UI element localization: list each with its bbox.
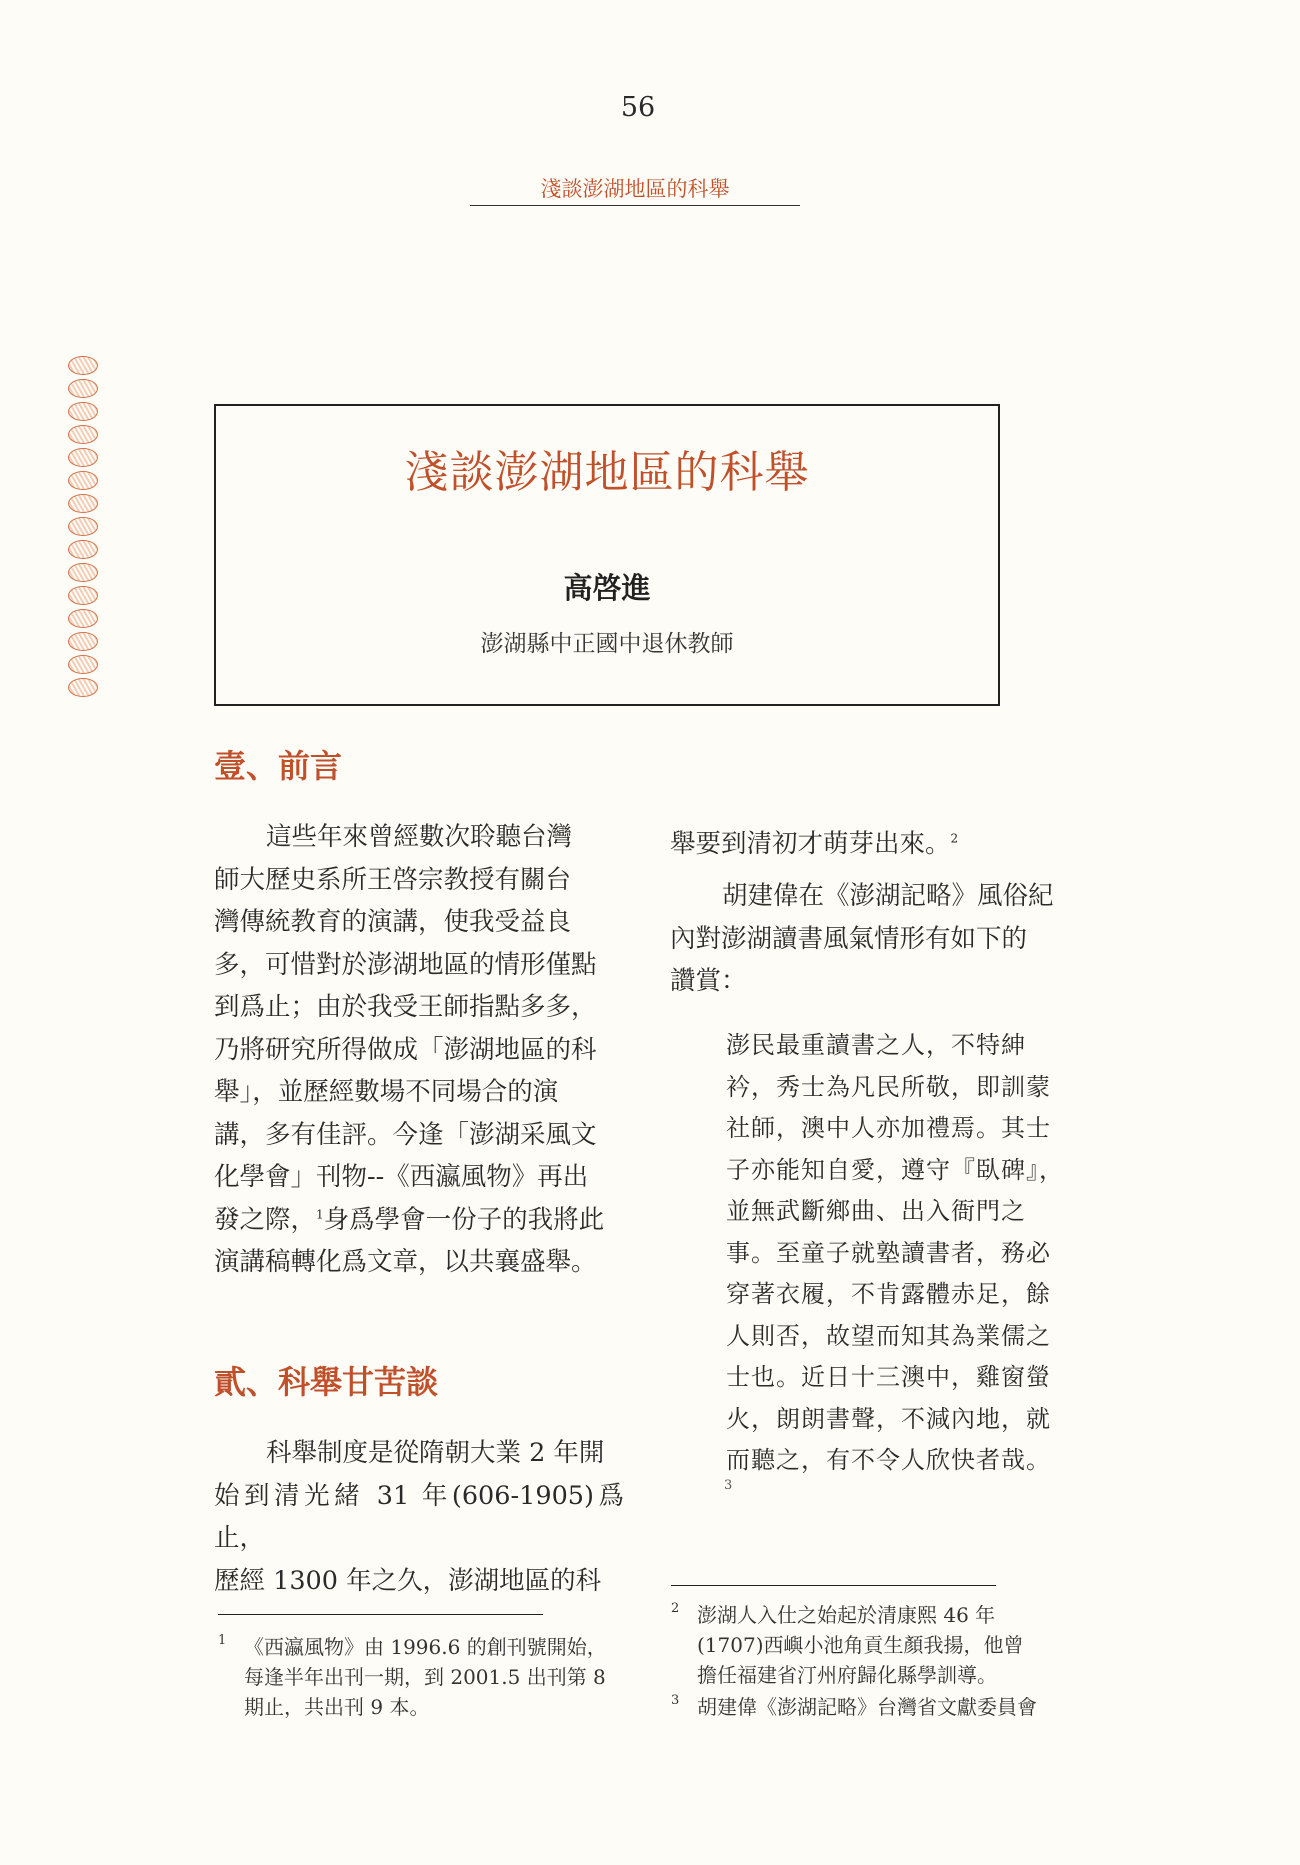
text-line: 灣傳統教育的演講，使我受益良 [214,907,572,937]
footnote-1 [218,1632,628,1722]
quote-line: 穿著衣履，不肯露體赤足，餘 [726,1280,1051,1308]
text-line [670,823,1080,866]
text-line [214,1199,624,1242]
footnote-text: (1707)西嶼小池角貢生顏我揚，他曾 [697,1633,1024,1657]
text-fragment: 發之際， [214,1204,317,1235]
text-line: 科舉制度是從隋朝大業 2 年開 [266,1438,605,1468]
footnote-ref-2: 2 [950,831,959,846]
footnote-3 [671,1692,1081,1722]
text-line: 讚賞： [670,966,747,996]
footnote-text: 澎湖人入仕之始起於清康熙 46 年 [697,1603,996,1627]
footnote-number: 1 [218,1633,227,1648]
text-line: 始到清光緒 31 年(606-1905)爲止， [214,1480,624,1553]
title-box [214,404,1000,706]
author-name: 高啓進 [563,571,651,605]
footnote-rule-left [218,1614,543,1615]
footnote-ref-3: 3 [724,1478,733,1493]
quote-line: 衿，秀士為凡民所敬，即訓蒙 [726,1072,1051,1101]
quote-line: 社師，澳中人亦加禮焉。其士 [726,1114,1051,1142]
text-fragment: 身爲學會一份子的我將此 [323,1204,605,1235]
text-line: 內對澎湖讀書風氣情形有如下的 [670,923,1028,954]
section-heading-2: 貳、科舉甘苦談 [214,1363,439,1401]
right-column-opening [670,823,1080,866]
author-affiliation: 澎湖縣中正國中退休教師 [480,631,734,657]
footnote-text: 期止，共出刊 9 本。 [244,1695,430,1719]
text-line: 胡建偉在《澎湖記略》風俗紀 [722,881,1054,911]
footnote-number: 3 [671,1693,680,1708]
footnote-number: 2 [671,1601,680,1616]
text-line: 這些年來曾經數次聆聽台灣 [266,822,573,852]
footnote-rule-right [671,1585,996,1586]
block-quote [726,1025,1071,1482]
right-column-paragraph [670,875,1080,1003]
footnote-text: 胡建偉《澎湖記略》台灣省文獻委員會 [697,1695,1037,1719]
text-line: 歷經 1300 年之久，澎湖地區的科 [214,1565,602,1596]
quote-line: 並無武斷鄉曲、出入衙門之 [726,1197,1026,1225]
decorative-bead-border-icon [68,356,102,701]
text-line: 演講稿轉化爲文章，以共襄盛舉。 [214,1247,597,1277]
footnote-text: 每逢半年出刊一期，到 2001.5 出刊第 8 [244,1665,606,1689]
footnote-ref-1: 1 [316,1207,324,1221]
quote-line: 火，朗朗書聲，不減內地，就 [726,1404,1051,1433]
quote-line: 人則否，故望而知其為業儒之 [726,1321,1051,1350]
quote-line: 事。至童子就塾讀書者，務必 [726,1238,1051,1267]
section-heading-1: 壹、前言 [214,747,343,785]
page-number: 56 [620,92,656,123]
article-title: 淺談澎湖地區的科舉 [404,447,810,498]
quote-line: 而聽之，有不令人欣快者哉。 [726,1446,1051,1474]
text-line: 講，多有佳評。今逢「澎湖采風文 [214,1119,597,1150]
text-line: 師大歷史系所王啓宗教授有關台 [214,864,572,895]
text-line: 到爲止；由於我受王師指點多多， [214,992,597,1022]
footnote-text: 擔任福建省汀州府歸化縣學訓導。 [697,1663,997,1687]
section2-paragraph [214,1432,624,1602]
text-fragment: 舉要到清初才萌芽出來。 [670,829,951,859]
footnote-2 [671,1600,1081,1690]
quote-line: 子亦能知自愛，遵守『臥碑』， [726,1155,1064,1184]
text-line: 多，可惜對於澎湖地區的情形僅點 [214,949,597,980]
text-line: 乃將研究所得做成「澎湖地區的科 [214,1034,597,1065]
footnote-text: 《西瀛風物》由 1996.6 的創刊號開始， [244,1635,607,1659]
running-title: 淺談澎湖地區的科舉 [470,173,800,206]
quote-line: 澎民最重讀書之人，不特紳 [726,1031,1026,1059]
text-line: 化學會」刊物--《西瀛風物》再出 [214,1162,589,1192]
section1-paragraph [214,816,624,1284]
text-line: 舉」，並歷經數場不同場合的演 [214,1077,559,1107]
quote-line: 士也。近日十三澳中，雞窗螢 [726,1363,1051,1391]
